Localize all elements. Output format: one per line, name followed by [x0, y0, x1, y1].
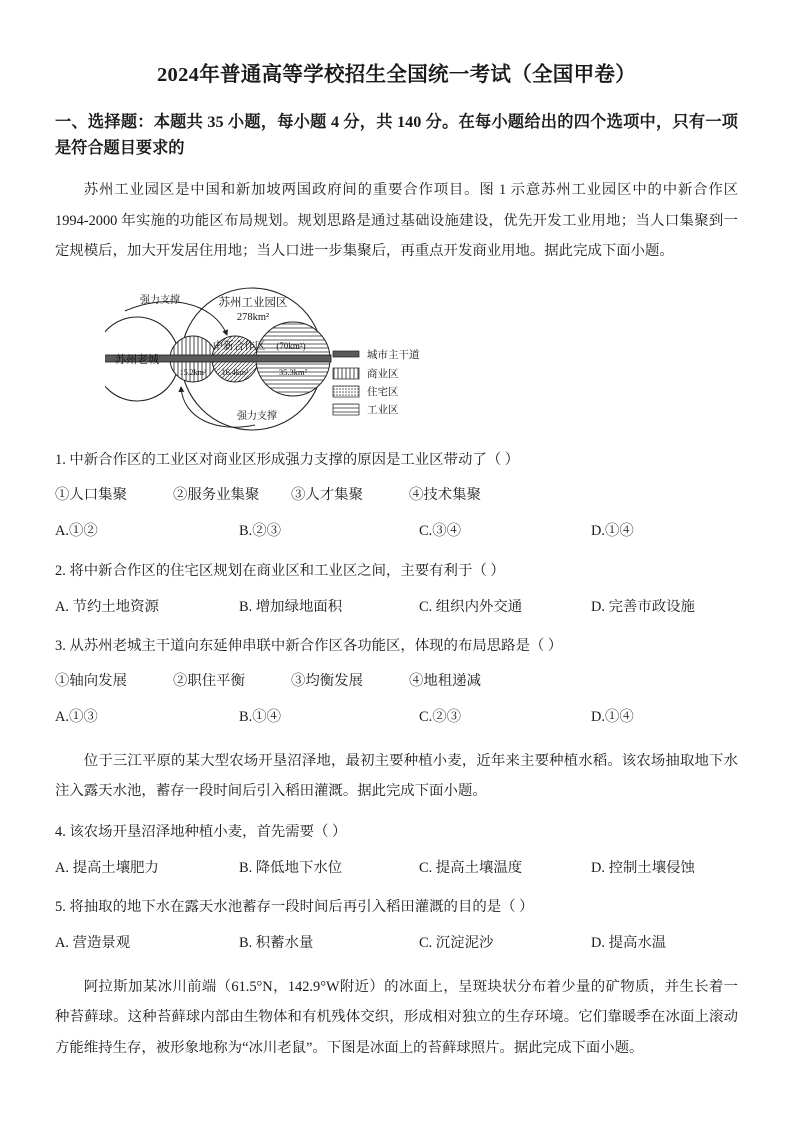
- legend-swatch-industrial: [333, 404, 359, 415]
- question-2-option-d[interactable]: D. 完善市政设施: [591, 598, 695, 615]
- question-5-option-b[interactable]: B. 积蓄水量: [239, 935, 314, 952]
- question-2-option-a[interactable]: A. 节约土地资源: [55, 598, 159, 615]
- legend-label-residential: 住宅区: [367, 386, 399, 398]
- question-3-option-a[interactable]: A.①③: [55, 709, 98, 726]
- park-label: 苏州工业园区: [218, 296, 288, 309]
- question-4-option-b[interactable]: B. 降低地下水位: [239, 859, 343, 876]
- question-1-option-a[interactable]: A.①②: [55, 523, 98, 540]
- coop-zone-label: 中新合作区: [212, 340, 266, 352]
- park-area-label: 278km²: [236, 311, 270, 323]
- question-5-option-d[interactable]: D. 提高水温: [591, 935, 667, 952]
- question-1-subitem-3: ③人才集聚: [291, 486, 363, 503]
- passage-sanjiang-plain: 位于三江平原的某大型农场开垦沼泽地，最初主要种植小麦，近年来主要种植水稻。该农场抽取地下水注入露天水池，蓄存一段时间后引入稻田灌溉。据此完成下面小题。: [55, 752, 738, 800]
- section-heading-multiple-choice: 一、选择题：本题共 35 小题，每小题 4 分，共 140 分。在每小题给出的四个选项中，只有一项是符合题目要求的: [55, 112, 738, 157]
- passage-alaska-glacier-mice: 阿拉斯加某冰川前端（61.5°N，142.9°W附近）的冰面上，呈斑块状分布着少量的矿物质，并生长着一种苔藓球。这种苔藓球内部由生物体和有机残体交织，形成相对独立的生存环境。它们靠暖季在冰面上滚动方能维持生存，被形象地称为“冰川老鼠”。下图是冰面上的苔藓球照片。据此完成下面小题。: [55, 978, 738, 1056]
- question-1-stem: 1. 中新合作区的工业区对商业区形成强力支撑的原因是工业区带动了（ ）: [55, 451, 520, 468]
- question-4-option-d[interactable]: D. 控制土壤侵蚀: [591, 859, 695, 876]
- legend-label-industrial: 工业区: [367, 404, 399, 416]
- question-1-subitems: [55, 482, 738, 509]
- old-city-label: 苏州老城: [115, 353, 159, 366]
- question-1-option-c[interactable]: C.③④: [419, 523, 461, 540]
- question-3-subitem-2: ②职住平衡: [173, 673, 245, 690]
- legend-swatch-main-road: [333, 351, 359, 357]
- question-4-option-c[interactable]: C. 提高土壤温度: [419, 859, 523, 876]
- legend-label-commercial: 商业区: [367, 368, 399, 380]
- question-5-options: [55, 930, 738, 957]
- question-3-subitem-4: ④地租递减: [409, 673, 481, 690]
- question-3-options: [55, 704, 738, 731]
- question-3-option-d[interactable]: D.①④: [591, 709, 634, 726]
- support-label-top: 强力支撑: [140, 294, 180, 306]
- question-1-subitem-2: ②服务业集聚: [173, 486, 260, 503]
- question-5-option-a[interactable]: A. 营造景观: [55, 935, 131, 952]
- page-title: 2024年普通高等学校招生全国统一考试（全国甲卷）: [157, 64, 636, 86]
- question-2-option-b[interactable]: B. 增加绿地面积: [239, 598, 343, 615]
- question-3-option-c[interactable]: C.②③: [419, 709, 461, 726]
- question-2-stem: 2. 将中新合作区的住宅区规划在商业区和工业区之间，主要有利于（ ）: [55, 562, 505, 579]
- question-3-subitem-3: ③均衡发展: [291, 673, 363, 690]
- question-1-options: [55, 518, 738, 545]
- passage-suzhou-industrial-park: 苏州工业园区是中国和新加坡两国政府间的重要合作项目。图 1 示意苏州工业园区中的中新合作区 1994-2000 年实施的功能区布局规划。规划思路是通过基础设施建设，优先开发工业用地；当人口集聚到一定规模后，加大开发居住用地；当人口进一步集聚后，再重点开发商业用地。据此完成下面小题。: [55, 182, 738, 260]
- question-3-subitems: [55, 668, 738, 695]
- commercial-area-label: 15.2km²: [179, 367, 207, 377]
- question-1-option-b[interactable]: B.②③: [239, 523, 281, 540]
- question-3-stem: 3. 从苏州老城主干道向东延伸串联中新合作区各功能区，体现的布局思路是（ ）: [55, 637, 563, 654]
- figure-1-suzhou-diagram: [105, 283, 445, 435]
- question-5-stem: 5. 将抽取的地下水在露天水池蓄存一段时间后再引入稻田灌溉的目的是（ ）: [55, 899, 534, 916]
- question-1-subitem-4: ④技术集聚: [409, 486, 481, 503]
- legend-label-main-road: 城市主干道: [367, 349, 420, 361]
- question-2-option-c[interactable]: C. 组织内外交通: [419, 598, 523, 615]
- coop-zone-area-label: (70km²): [276, 340, 306, 351]
- figure-1-wrapper: [55, 283, 738, 435]
- legend-swatch-residential: [333, 386, 359, 397]
- question-5-option-c[interactable]: C. 沉淀泥沙: [419, 935, 494, 952]
- support-label-bottom: 强力支撑: [237, 410, 277, 422]
- legend-swatch-commercial: [333, 368, 359, 379]
- industrial-area-label: 35.3km²: [278, 366, 308, 377]
- question-2-options: [55, 594, 738, 621]
- question-1-option-d[interactable]: D.①④: [591, 523, 634, 540]
- question-3-subitem-1: ①轴向发展: [55, 673, 127, 690]
- support-arrow-top: [125, 301, 227, 334]
- question-4-option-a[interactable]: A. 提高土壤肥力: [55, 859, 159, 876]
- question-4-options: [55, 855, 738, 882]
- figure-legend: [333, 348, 420, 416]
- question-3-option-b[interactable]: B.①④: [239, 709, 281, 726]
- question-1-subitem-1: ①人口集聚: [55, 486, 127, 503]
- question-4-stem: 4. 该农场开垦沼泽地种植小麦，首先需要（ ）: [55, 823, 347, 840]
- residential-area-label: 16.4km²: [221, 367, 249, 377]
